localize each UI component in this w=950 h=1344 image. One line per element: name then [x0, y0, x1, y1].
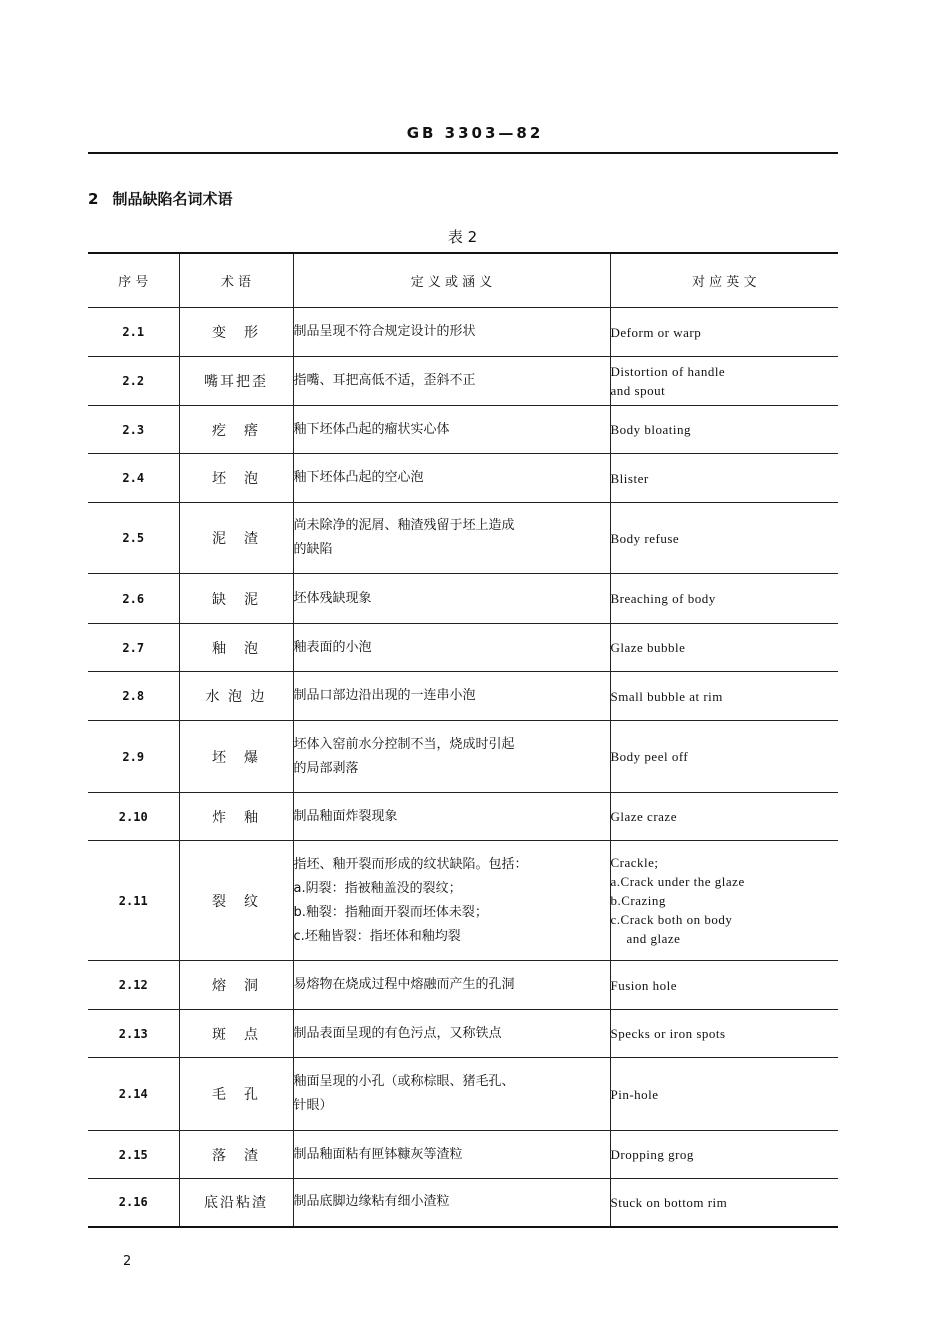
table-row	[88, 1131, 838, 1179]
row-definition	[293, 1010, 610, 1058]
page-number: 2	[123, 1254, 132, 1269]
english-line: Specks or iron spots	[610, 1026, 726, 1041]
row-term: 坯 爆	[179, 721, 293, 793]
table-caption: 表 2	[447, 228, 478, 246]
row-term: 底沿粘渣	[179, 1179, 293, 1227]
row-definition	[293, 624, 610, 672]
table-body	[88, 308, 838, 1227]
table-row	[88, 503, 838, 574]
header-english: 对 应 英 文	[610, 253, 838, 308]
header-num: 序 号	[88, 253, 179, 308]
row-number: 2.9	[88, 721, 179, 793]
row-number: 2.5	[88, 503, 179, 574]
row-definition	[293, 503, 610, 574]
table-row	[88, 721, 838, 793]
row-english	[610, 574, 838, 624]
definition-line: b.釉裂：指釉面开裂而坯体未裂；	[293, 904, 488, 920]
definition-line: 制品口部边沿出现的一连串小泡	[293, 688, 476, 703]
english-line: a.Crack under the glaze	[610, 874, 745, 889]
definition-line: 坯体入窑前水分控制不当，烧成时引起	[293, 736, 515, 752]
definition-line: 釉下坯体凸起的空心泡	[293, 470, 424, 485]
english-line: Pin-hole	[610, 1086, 659, 1102]
english-line: Distortion of handle	[610, 364, 726, 379]
definition-line: 易熔物在烧成过程中熔融而产生的孔洞	[293, 977, 515, 992]
row-number: 2.13	[88, 1010, 179, 1058]
definition-line: 指坯、釉开裂而形成的纹状缺陷。包括：	[293, 856, 528, 872]
row-number: 2.4	[88, 454, 179, 503]
row-english	[610, 721, 838, 793]
row-term: 泥 渣	[179, 503, 293, 574]
english-line: and spout	[610, 383, 666, 398]
row-term: 水 泡 边	[179, 672, 293, 721]
row-term: 坯 泡	[179, 454, 293, 503]
row-english	[610, 308, 838, 357]
table-header-row	[88, 253, 838, 308]
header-rule	[88, 152, 838, 154]
definition-line: 制品釉面粘有匣钵糠灰等渣粒	[293, 1146, 463, 1162]
definition-line: 尚未除净的泥屑、釉渣残留于坯上造成	[293, 518, 515, 533]
row-definition	[293, 1179, 610, 1227]
english-line: Deform or warp	[610, 324, 702, 340]
row-number: 2.15	[88, 1131, 179, 1179]
definition-line: 指嘴、耳把高低不适，歪斜不正	[293, 373, 476, 388]
row-term: 裂 纹	[179, 841, 293, 961]
row-term: 缺 泥	[179, 574, 293, 624]
definition-line: a.阴裂：指被釉盖没的裂纹；	[293, 880, 462, 896]
definition-line: 釉下坯体凸起的瘤状实心体	[293, 421, 450, 437]
definition-line: 坯体残缺现象	[293, 590, 372, 606]
definition-line: 的缺陷	[293, 542, 333, 557]
row-definition	[293, 721, 610, 793]
terms-table	[88, 252, 838, 1228]
row-definition	[293, 793, 610, 841]
row-term: 毛 孔	[179, 1058, 293, 1131]
row-number: 2.6	[88, 574, 179, 624]
definition-line: 制品底脚边缘粘有细小渣粒	[293, 1194, 450, 1210]
row-definition	[293, 454, 610, 503]
english-line: Glaze craze	[610, 809, 677, 824]
row-definition	[293, 357, 610, 406]
definition-line: 釉表面的小泡	[293, 639, 372, 655]
definition-line: 针眼）	[293, 1098, 333, 1113]
english-line: Dropping grog	[610, 1147, 694, 1162]
table-row	[88, 1179, 838, 1227]
definition-line: 制品表面呈现的有色污点，又称铁点	[293, 1025, 502, 1041]
row-english	[610, 624, 838, 672]
english-line: Glaze bubble	[610, 640, 686, 655]
definition-line: 釉面呈现的小孔（或称棕眼、猪毛孔、	[293, 1074, 515, 1089]
section-title: 制品缺陷名词术语	[112, 190, 233, 208]
row-definition	[293, 961, 610, 1010]
table-row	[88, 574, 838, 624]
header-term: 术 语	[179, 253, 293, 308]
row-number: 2.8	[88, 672, 179, 721]
row-english	[610, 454, 838, 503]
row-definition	[293, 1058, 610, 1131]
row-english	[610, 672, 838, 721]
definition-line: c.坯釉皆裂：指坯体和釉均裂	[293, 928, 461, 944]
table-row	[88, 1010, 838, 1058]
row-term: 炸 釉	[179, 793, 293, 841]
table-row	[88, 406, 838, 454]
table-row	[88, 308, 838, 357]
row-number: 2.10	[88, 793, 179, 841]
standard-code: GB 3303—82	[406, 124, 544, 142]
row-english	[610, 357, 838, 406]
row-number: 2.3	[88, 406, 179, 454]
row-english	[610, 1010, 838, 1058]
row-english	[610, 503, 838, 574]
row-english	[610, 1179, 838, 1227]
definition-line: 制品釉面炸裂现象	[293, 808, 398, 824]
table-row	[88, 454, 838, 503]
table-row	[88, 624, 838, 672]
row-english	[610, 1058, 838, 1131]
row-english	[610, 406, 838, 454]
table-row	[88, 672, 838, 721]
row-english	[610, 961, 838, 1010]
english-line: Blister	[610, 470, 649, 486]
row-english	[610, 841, 838, 961]
english-line: Crackle;	[610, 855, 659, 870]
row-definition	[293, 1131, 610, 1179]
definition-line: 制品呈现不符合规定设计的形状	[293, 324, 476, 339]
english-line: Fusion hole	[610, 977, 678, 993]
english-line: Stuck on bottom rim	[610, 1194, 728, 1210]
english-line: and glaze	[626, 931, 681, 946]
table-row	[88, 961, 838, 1010]
row-term: 落 渣	[179, 1131, 293, 1179]
english-line: Body refuse	[610, 530, 680, 546]
row-definition	[293, 308, 610, 357]
section-heading	[88, 188, 232, 209]
english-line: c.Crack both on body	[610, 912, 733, 927]
row-term: 嘴耳把歪	[179, 357, 293, 406]
row-number: 2.1	[88, 308, 179, 357]
row-number: 2.11	[88, 841, 179, 961]
row-number: 2.12	[88, 961, 179, 1010]
table-row	[88, 1058, 838, 1131]
row-number: 2.7	[88, 624, 179, 672]
header-definition: 定 义 或 涵 义	[293, 253, 610, 308]
english-line: Body bloating	[610, 422, 692, 437]
row-number: 2.14	[88, 1058, 179, 1131]
row-term: 疙 瘩	[179, 406, 293, 454]
english-line: Small bubble at rim	[610, 688, 723, 704]
row-number: 2.2	[88, 357, 179, 406]
row-number: 2.16	[118, 1195, 148, 1210]
table-row	[88, 841, 838, 961]
row-definition	[293, 574, 610, 624]
table-row	[88, 357, 838, 406]
table-row	[88, 793, 838, 841]
definition-line: 的局部剥落	[293, 760, 359, 776]
row-term: 变 形	[179, 308, 293, 357]
row-english	[610, 793, 838, 841]
row-english	[610, 1131, 838, 1179]
row-definition	[293, 841, 610, 961]
english-line: Body peel off	[610, 749, 689, 764]
row-term: 熔 洞	[179, 961, 293, 1010]
row-term: 釉 泡	[179, 624, 293, 672]
row-term: 斑 点	[179, 1010, 293, 1058]
section-number: 2	[88, 190, 99, 208]
row-definition	[293, 672, 610, 721]
row-definition	[293, 406, 610, 454]
english-line: b.Crazing	[610, 893, 666, 908]
english-line: Breaching of body	[610, 591, 716, 606]
